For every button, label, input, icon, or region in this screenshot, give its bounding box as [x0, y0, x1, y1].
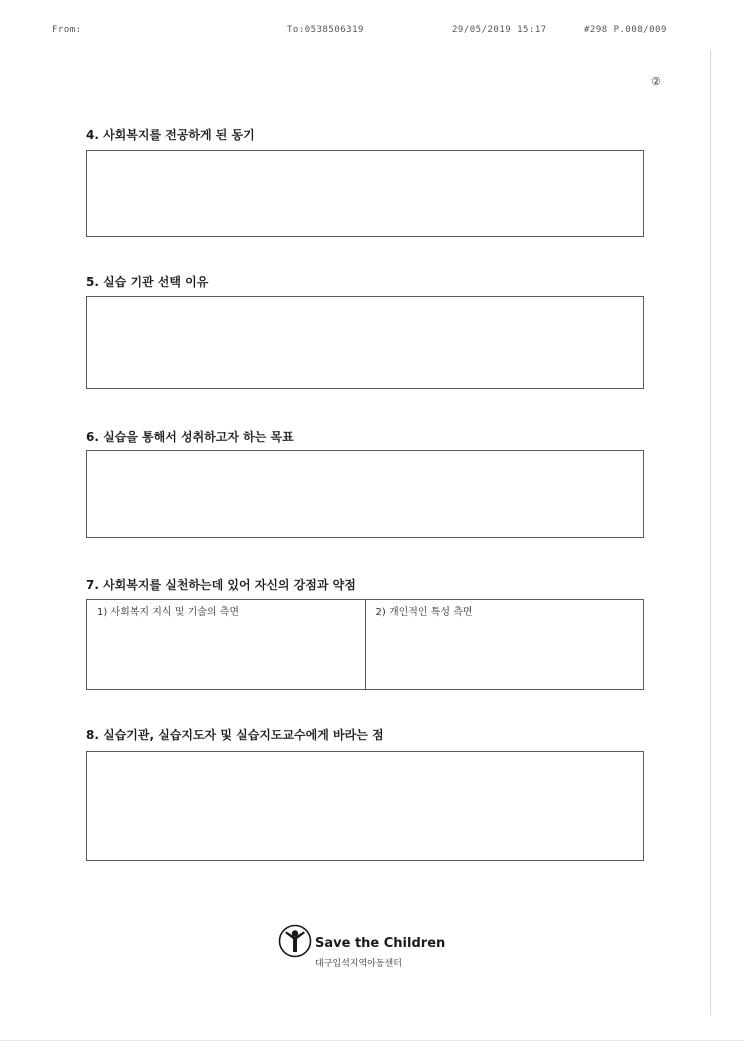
logo-name: Save the Children [315, 936, 446, 951]
scan-edge-line [710, 50, 711, 1015]
section-heading-agency-reason: 5. 실습 기관 선택 이유 [86, 275, 209, 289]
fax-from: From: [52, 25, 82, 35]
answer-box-motivation[interactable] [86, 150, 644, 237]
organization-logo [278, 922, 478, 972]
scan-bottom-line [0, 1040, 744, 1041]
answer-box-expectations[interactable] [86, 751, 644, 861]
page-number: ② [651, 75, 661, 88]
fax-header [0, 25, 744, 39]
fax-page-info: #298 P.008/009 [584, 25, 667, 35]
cell-label-personal-traits: 2) 개인적인 특성 측면 [375, 607, 473, 618]
section-heading-strengths-weaknesses: 7. 사회복지를 실천하는데 있어 자신의 강점과 약점 [86, 578, 356, 592]
answer-box-strengths-weaknesses [86, 599, 644, 690]
cell-knowledge-skills[interactable] [87, 600, 365, 689]
section-heading-expectations: 8. 실습기관, 실습지도자 및 실습지도교수에게 바라는 점 [86, 728, 384, 742]
answer-box-agency-reason[interactable] [86, 296, 644, 389]
section-heading-goals: 6. 실습을 통해서 성취하고자 하는 목표 [86, 430, 294, 444]
cell-personal-traits[interactable] [365, 600, 644, 689]
save-the-children-emblem-icon [278, 924, 312, 958]
cell-label-knowledge-skills: 1) 사회복지 지식 및 기술의 측면 [97, 607, 240, 618]
answer-box-goals[interactable] [86, 450, 644, 538]
fax-datetime: 29/05/2019 15:17 [452, 25, 547, 35]
section-heading-motivation: 4. 사회복지를 전공하게 된 동기 [86, 128, 255, 142]
logo-subtitle: 대구입석지역아동센터 [315, 959, 402, 969]
fax-to-number: To:0538506319 [287, 25, 364, 35]
